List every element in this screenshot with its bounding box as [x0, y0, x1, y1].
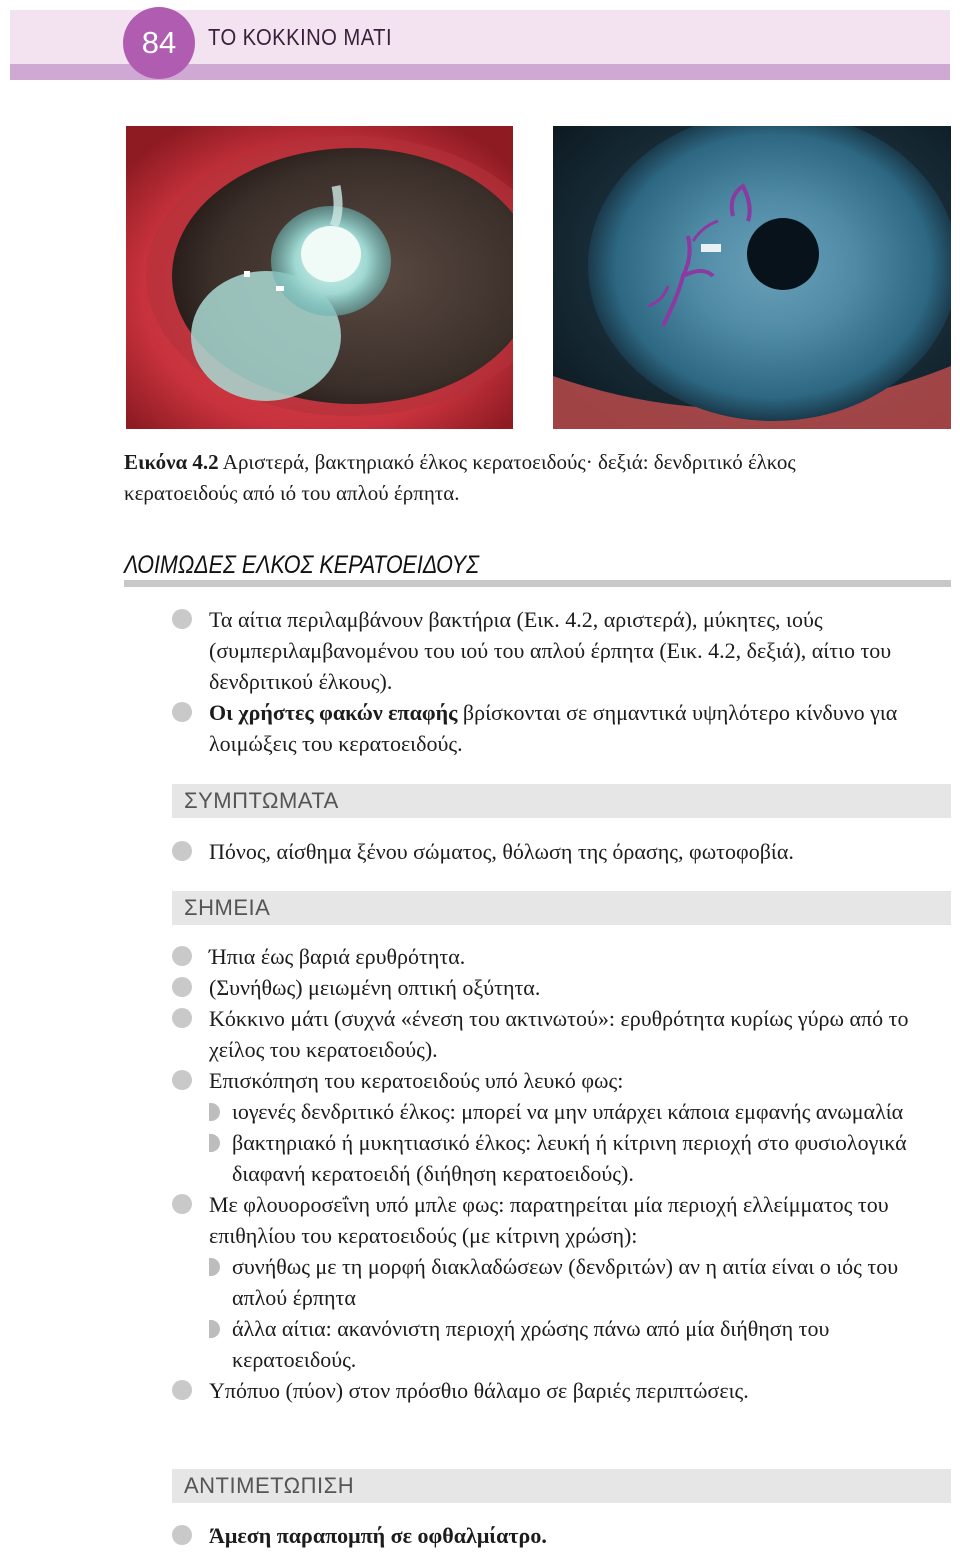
treatment-heading-bar — [172, 1469, 951, 1503]
bullet-icon — [172, 609, 192, 629]
bullet-icon — [172, 1525, 192, 1545]
list-item: Υπόπυο (πύον) στον πρόσθιο θάλαμο σε βαριές περιπτώσεις. — [172, 1375, 932, 1406]
list-item: Πόνος, αίσθημα ξένου σώματος, θόλωση της όρασης, φωτοφοβία. — [172, 836, 932, 867]
section-rule — [124, 580, 951, 587]
caption-label: Εικόνα 4.2 — [124, 450, 219, 474]
bullet-icon — [172, 841, 192, 861]
intro-list — [172, 604, 932, 759]
symptoms-heading: ΣΥΜΠΤΩΜΑΤΑ — [184, 788, 339, 813]
list-item: Τα αίτια περιλαμβάνουν βακτήρια (Εικ. 4.2, αριστερά), μύκητες, ιούς (συμπεριλαμβανομένου του ιού του απλού έρπητα (Εικ. 4.2, δεξιά), αίτιο του δενδριτικού έλκους). — [172, 604, 932, 697]
treatment-heading: ΑΝΤΙΜΕΤΩΠΙΣΗ — [184, 1473, 355, 1498]
bullet-icon — [172, 1194, 192, 1214]
bacterial-ulcer-photo — [126, 126, 513, 429]
bullet-icon — [172, 1380, 192, 1400]
figure-caption — [124, 447, 904, 509]
bullet-icon — [172, 1070, 192, 1090]
treatment-list — [172, 1520, 932, 1551]
sub-list-item: ιογενές δενδριτικό έλκος: μπορεί να μην υπάρχει κάποια εμφανής ανωμαλία — [209, 1096, 932, 1127]
bullet-icon — [172, 946, 192, 966]
list-item: Κόκκινο μάτι (συχνά «ένεση του ακτινωτού»: ερυθρότητα κυρίως γύρω από το χείλος του κερατοειδούς). — [172, 1003, 932, 1065]
sub-bullet-icon — [209, 1258, 220, 1276]
list-item: (Συνήθως) μειωμένη οπτική οξύτητα. — [172, 972, 932, 1003]
symptoms-heading-bar — [172, 784, 951, 818]
list-item: Επισκόπηση του κερατοειδούς υπό λευκό φως: ιογενές δενδριτικό έλκος: μπορεί να μην υπάρχει κάποια εμφανής ανωμαλία βακτηριακό ή μυκητιασικό έλκος: λευκή ή κίτρινη περιοχή στο φυσιολογικά διαφανή κερατοειδή (διήθηση κερατοειδούς). — [172, 1065, 932, 1189]
sub-list-item: βακτηριακό ή μυκητιασικό έλκος: λευκή ή κίτρινη περιοχή στο φυσιολογικά διαφανή κερατοειδή (διήθηση κερατοειδούς). — [209, 1127, 932, 1189]
sub-list-item: συνήθως με τη μορφή διακλαδώσεων (δενδριτών) αν η αιτία είναι ο ιός του απλού έρπητα — [209, 1251, 932, 1313]
section-title: ΛΟΙΜΩΔΕΣ ΕΛΚΟΣ ΚΕΡΑΤΟΕΙΔΟΥΣ — [124, 551, 479, 579]
list-item: Οι χρήστες φακών επαφής βρίσκονται σε σημαντικά υψηλότερο κίνδυνο για λοιμώξεις του κερατοειδούς. — [172, 697, 932, 759]
fluorescein-sublist — [209, 1251, 932, 1375]
running-title: ΤΟ ΚΟΚΚΙΝΟ ΜΑΤΙ — [208, 24, 393, 50]
caption-text: Αριστερά, βακτηριακό έλκος κερατοειδούς· δεξιά: δενδριτικό έλκος κερατοειδούς από ιό του απλού έρπητα. — [124, 450, 796, 505]
dendritic-ulcer-photo — [553, 126, 951, 429]
sub-bullet-icon — [209, 1320, 220, 1338]
sub-bullet-icon — [209, 1134, 220, 1152]
sub-list-item: άλλα αίτια: ακανόνιστη περιοχή χρώσης πάνω από μία διήθηση του κερατοειδούς. — [209, 1313, 932, 1375]
page-number: 84 — [123, 7, 195, 79]
symptoms-list — [172, 836, 932, 867]
list-item: Ήπια έως βαριά ερυθρότητα. — [172, 941, 932, 972]
signs-list — [172, 941, 932, 1406]
bullet-icon — [172, 1008, 192, 1028]
bullet-icon — [172, 977, 192, 997]
signs-heading: ΣΗΜΕΙΑ — [184, 895, 271, 920]
white-light-sublist — [209, 1096, 932, 1189]
bullet-icon — [172, 702, 192, 722]
signs-heading-bar — [172, 891, 951, 925]
sub-bullet-icon — [209, 1103, 220, 1121]
list-item: Άμεση παραπομπή σε οφθαλμίατρο. — [172, 1520, 932, 1551]
list-item: Με φλουοροσεΐνη υπό μπλε φως: παρατηρείται μία περιοχή ελλείμματος του επιθηλίου του κερατοειδούς (με κίτρινη χρώση): συνήθως με τη μορφή διακλαδώσεων (δενδριτών) αν η αιτία είναι ο ιός του απλού έρπητα άλλα αίτια: ακανόνιστη περιοχή χρώσης πάνω από μία διήθηση του κερατοειδούς. — [172, 1189, 932, 1375]
